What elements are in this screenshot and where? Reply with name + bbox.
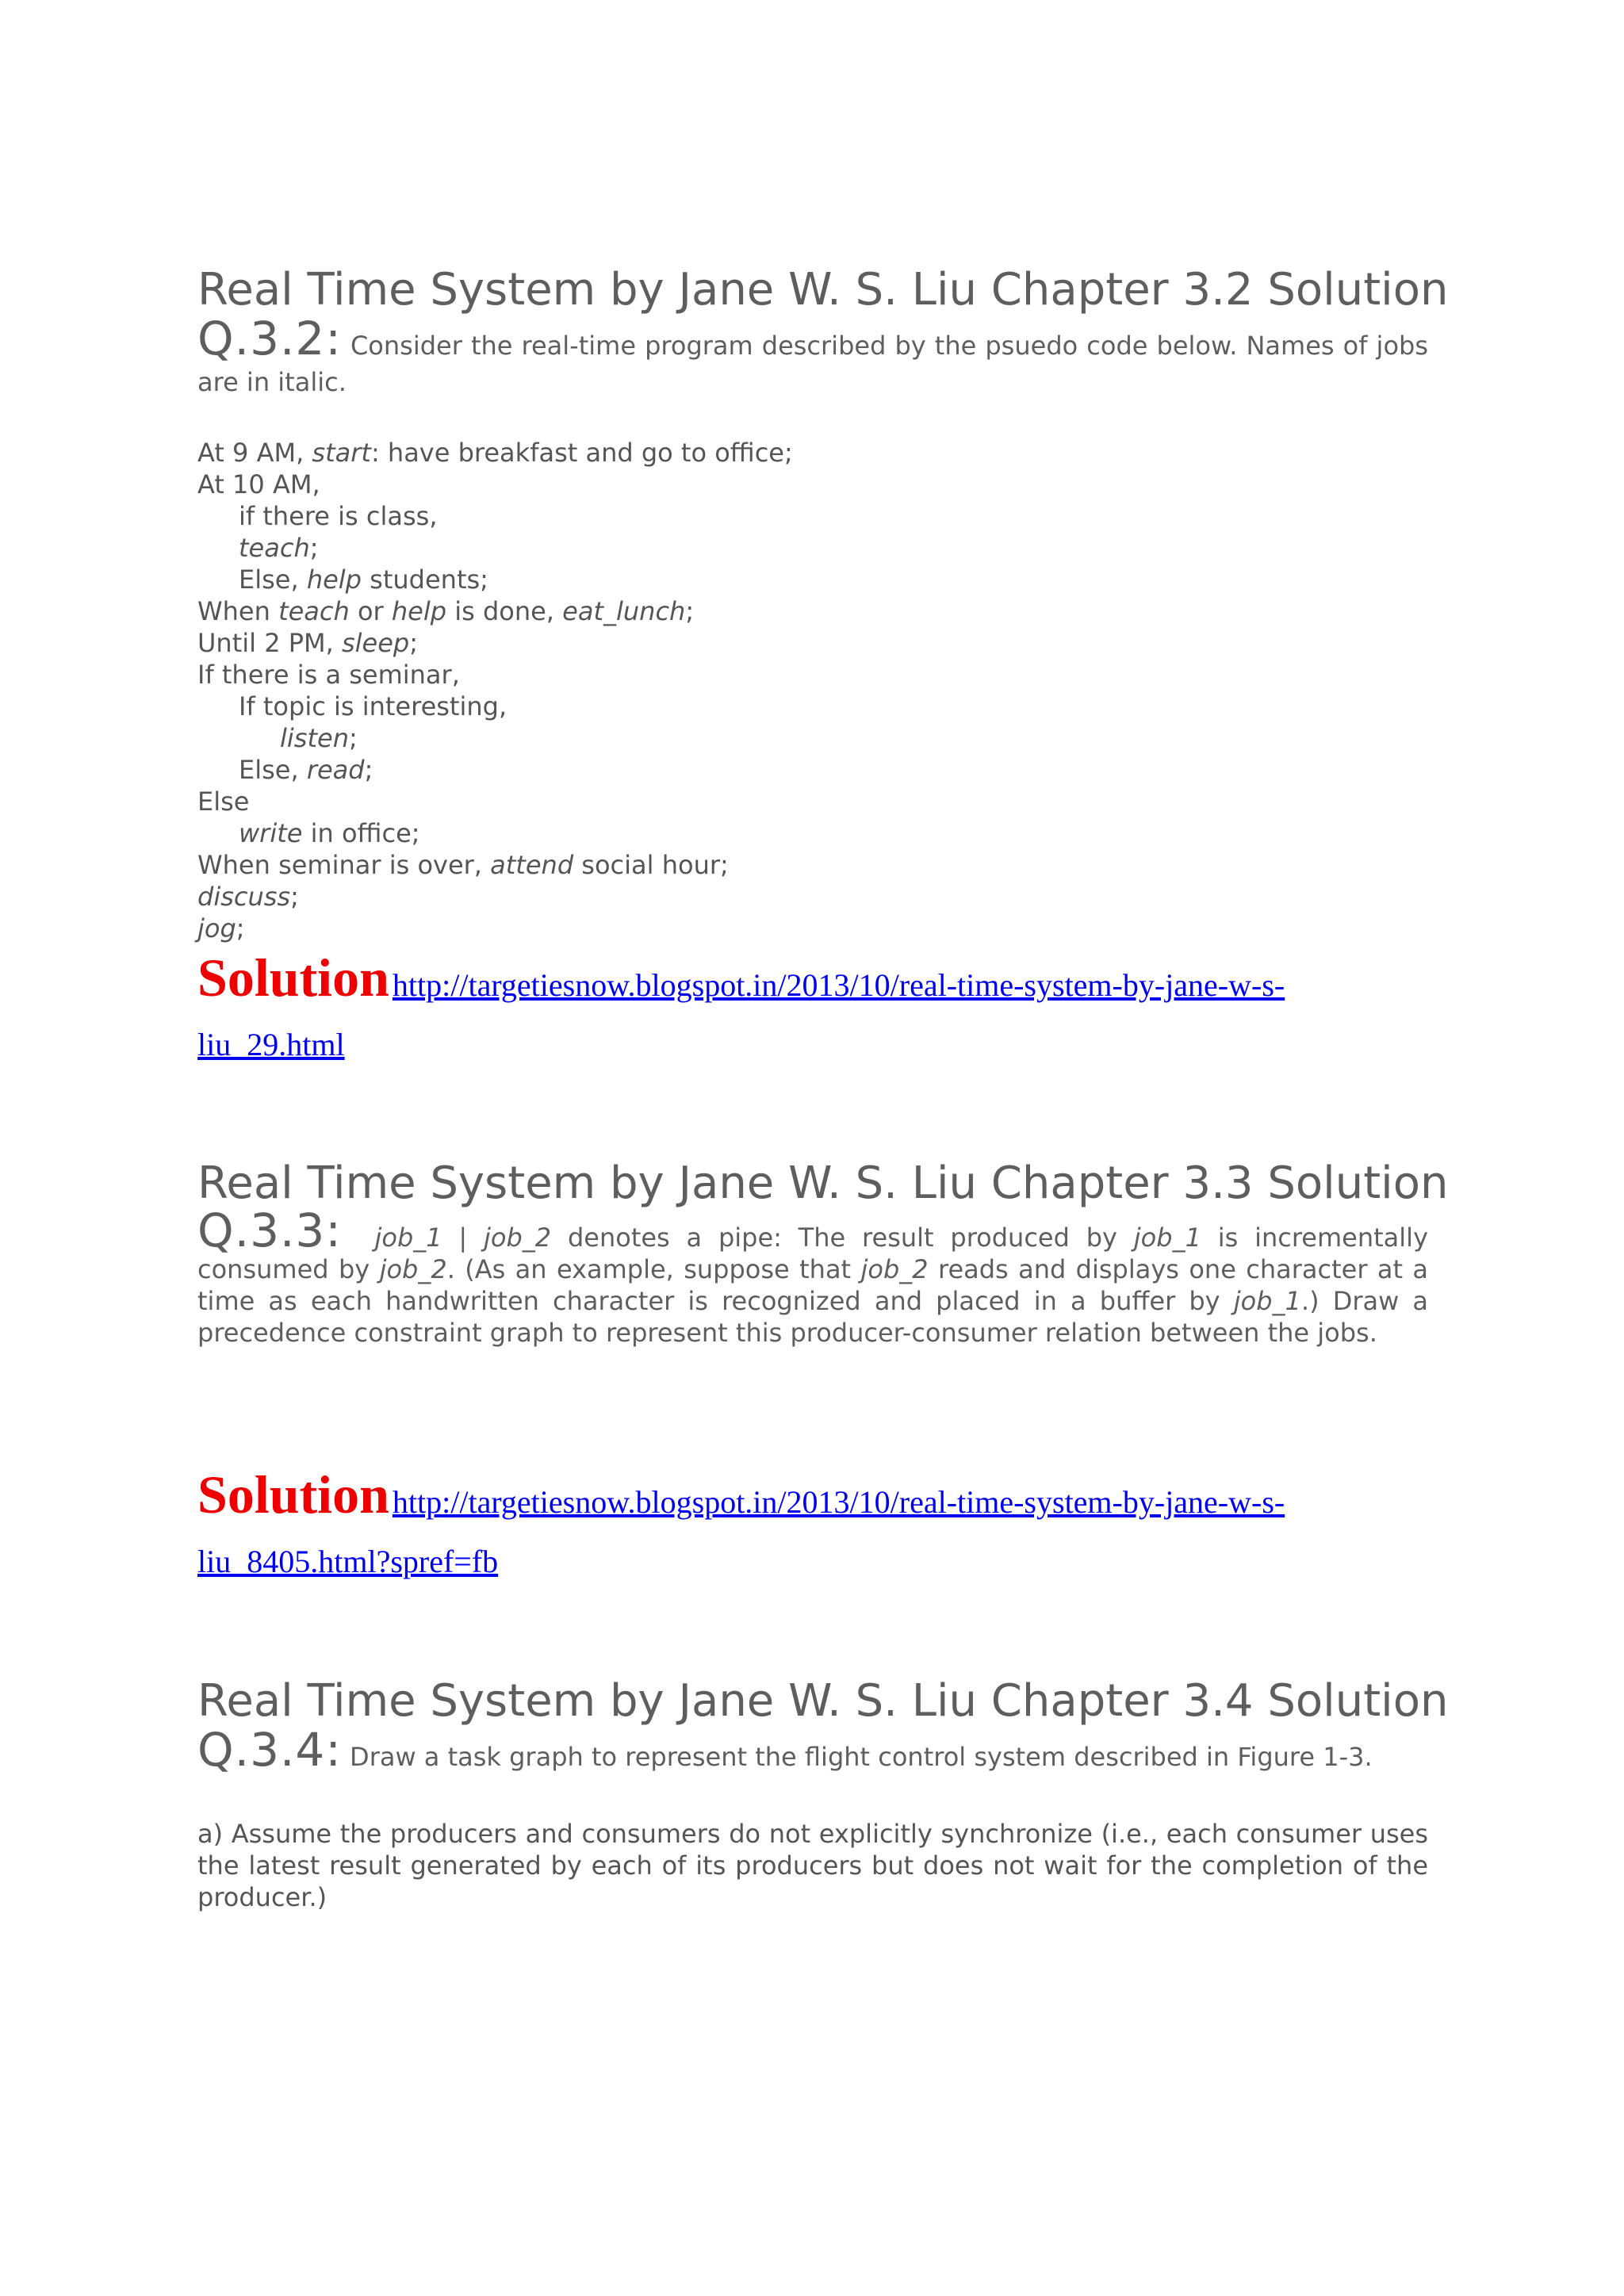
code-line: If there is a seminar,	[197, 660, 460, 690]
code-line: write in office;	[239, 818, 420, 848]
question-3-4	[197, 1723, 1428, 1777]
solution-link[interactable]: http://targetiesnow.blogspot.in/2013/10/real-time-system-by-jane-w-s- liu_8405.html?spref=fb	[197, 1484, 1285, 1579]
code-line: If topic is interesting,	[239, 691, 508, 721]
question-number: Q.3.4:	[197, 1723, 342, 1777]
code-line: Else, help students;	[239, 564, 488, 595]
question-text: Consider the real-time program described by the psuedo code below. Names of jobs are in italic.	[197, 331, 1429, 397]
code-line: Else	[197, 786, 250, 817]
solution-3-2	[197, 947, 1428, 1078]
question-3-2	[197, 312, 1429, 400]
code-line: listen;	[280, 723, 358, 753]
section-heading-3-2: Real Time System by Jane W. S. Liu Chapter 3.2 Solution	[197, 264, 1449, 316]
question-text: Draw a task graph to represent the flight control system described in Figure 1-3.	[350, 1742, 1373, 1772]
question-number: Q.3.2:	[197, 312, 342, 365]
section-heading-3-3: Real Time System by Jane W. S. Liu Chapter 3.3 Solution	[197, 1158, 1449, 1209]
solution-3-3	[197, 1464, 1428, 1595]
code-line: discuss;	[197, 882, 299, 912]
code-line: if there is class,	[239, 501, 438, 531]
code-line: At 10 AM,	[197, 469, 320, 499]
section-heading-3-4: Real Time System by Jane W. S. Liu Chapter 3.4 Solution	[197, 1675, 1449, 1727]
pseudo-code-block	[197, 437, 793, 944]
code-line: At 9 AM, start: have breakfast and go to office;	[197, 438, 793, 468]
question-3-3: Q.3.3: job_1 | job_2 denotes a pipe: The result produced by job_1 is incrementally consumed by job_2. (As an example, suppose that job_2 reads and displays one character at a time as each handwritten character is recognized and placed in a buffer by job_1.) Draw a precedence constraint graph to represent this producer-consumer relation between the jobs.	[197, 1203, 1429, 1348]
question-3-4-part-a: a) Assume the producers and consumers do not explicitly synchronize (i.e., each consumer uses the latest result generated by each of its producers but does not wait for the completion of the producer.)	[197, 1819, 1428, 1912]
code-line: Else, read;	[239, 755, 373, 785]
solution-label: Solution	[197, 947, 389, 1008]
code-line: When seminar is over, attend social hour;	[197, 850, 729, 880]
solution-label: Solution	[197, 1464, 389, 1525]
code-line: jog;	[197, 913, 245, 943]
code-line: teach;	[239, 533, 319, 563]
question-number: Q.3.3:	[197, 1203, 342, 1257]
code-line: When teach or help is done, eat_lunch;	[197, 596, 695, 626]
code-line: Until 2 PM, sleep;	[197, 628, 419, 658]
solution-link[interactable]: http://targetiesnow.blogspot.in/2013/10/real-time-system-by-jane-w-s- liu_29.html	[197, 967, 1285, 1062]
